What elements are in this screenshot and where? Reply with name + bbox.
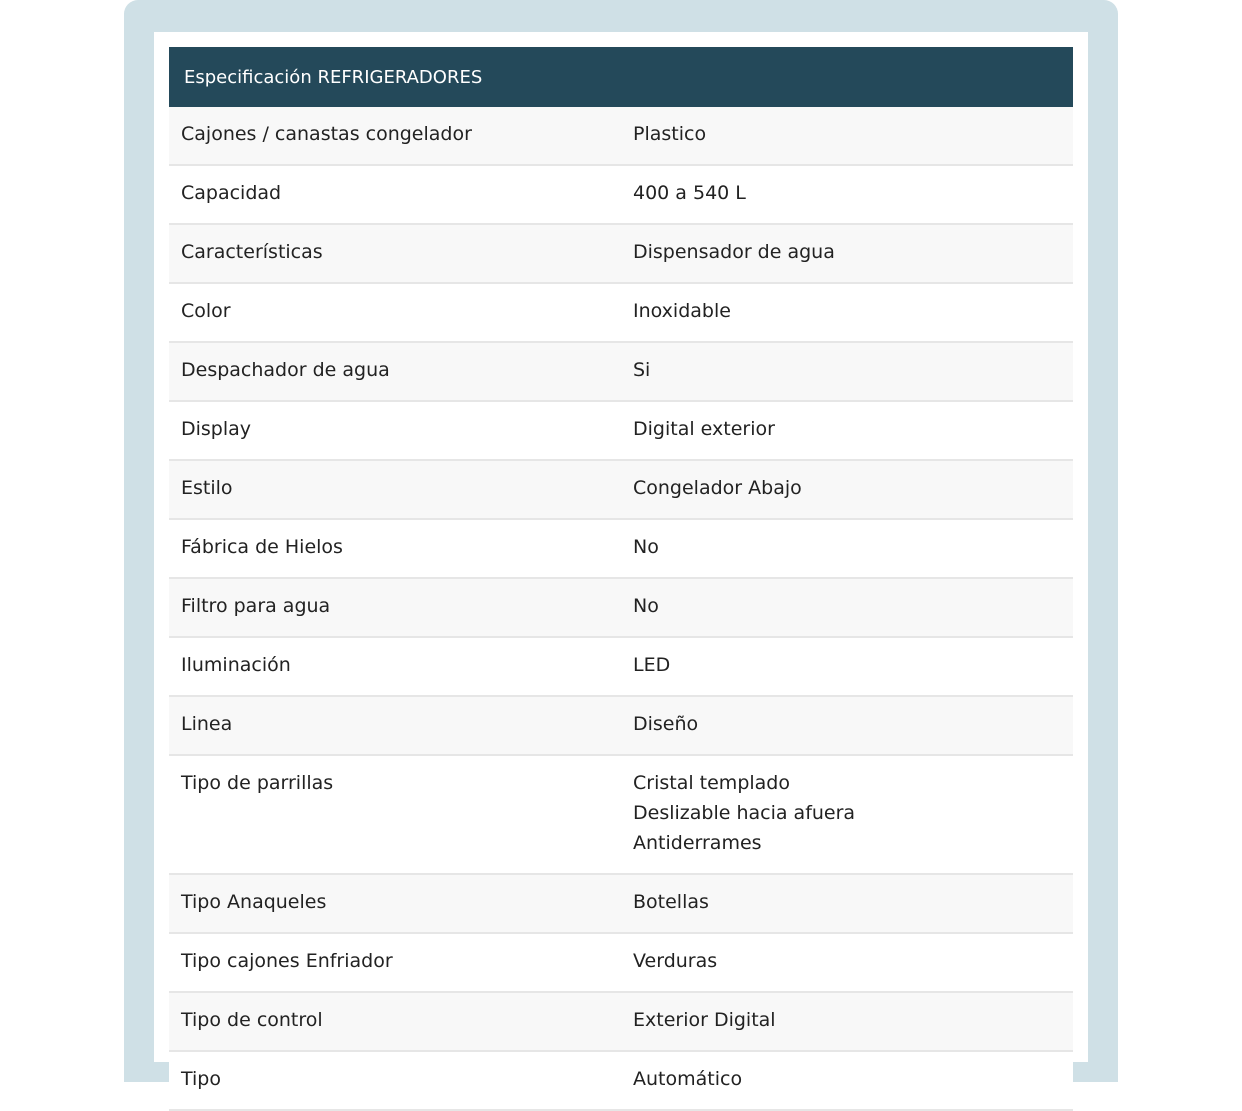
spec-label: Despachador de agua [181,359,390,381]
spec-value-line: Antiderrames [633,832,762,854]
spec-value [621,576,1073,636]
spec-value [621,635,1073,695]
spec-value-line: Congelador Abajo [633,477,802,499]
spec-value [621,104,1073,164]
spec-row [169,638,1073,697]
spec-value [621,694,1073,754]
spec-label: Cajones / canastas congelador [181,123,472,145]
spec-value-line: Exterior Digital [633,1009,776,1031]
spec-value [621,163,1073,223]
spec-row [169,993,1073,1052]
spec-row [169,756,1073,875]
spec-label: Fábrica de Hielos [181,536,343,558]
spec-label: Linea [181,713,233,735]
spec-row [169,697,1073,756]
spec-row [169,284,1073,343]
spec-row [169,343,1073,402]
spec-value-line: No [633,595,659,617]
spec-label: Estilo [181,477,233,499]
spec-label: Filtro para agua [181,595,331,617]
spec-label: Características [181,241,323,263]
spec-value [621,281,1073,341]
spec-value [621,990,1073,1050]
spec-value-line: Botellas [633,891,709,913]
spec-label: Capacidad [181,182,282,204]
spec-value-line: Inoxidable [633,300,731,322]
spec-label: Tipo Anaqueles [181,891,327,913]
spec-table-title: Especificación REFRIGERADORES [169,47,1073,107]
spec-value-line: Diseño [633,713,699,735]
spec-value-line: No [633,536,659,558]
spec-value [621,517,1073,577]
spec-value-line: Dispensador de agua [633,241,835,263]
spec-value-line: LED [633,654,671,676]
spec-value-line: Si [633,359,651,381]
spec-value-line: Verduras [633,950,718,972]
spec-label: Tipo [181,1068,221,1090]
spec-row [169,402,1073,461]
spec-row [169,107,1073,166]
spec-value [621,340,1073,400]
spec-value [621,399,1073,459]
spec-value-line: Cristal templado [633,772,790,794]
spec-table [169,47,1073,1111]
spec-row [169,934,1073,993]
spec-row [169,875,1073,934]
spec-value-line: Digital exterior [633,418,775,440]
spec-value-line: Deslizable hacia afuera [633,802,856,824]
spec-value [621,872,1073,932]
spec-label: Iluminación [181,654,291,676]
spec-label: Display [181,418,252,440]
spec-value [621,931,1073,991]
spec-row [169,461,1073,520]
spec-label: Tipo de control [181,1009,323,1031]
spec-row [169,579,1073,638]
spec-value-line: Automático [633,1068,743,1090]
spec-row [169,520,1073,579]
spec-value [621,753,1073,873]
spec-row [169,225,1073,284]
spec-label: Tipo cajones Enfriador [181,950,393,972]
spec-value [621,1049,1073,1109]
spec-card [154,32,1088,1090]
spec-label: Tipo de parrillas [181,772,334,794]
spec-value [621,222,1073,282]
spec-label: Color [181,300,231,322]
spec-row [169,166,1073,225]
page-frame [124,0,1118,1090]
spec-rows [169,107,1073,1111]
spec-value-line: Plastico [633,123,707,145]
spec-value-line: 400 a 540 L [633,182,746,204]
spec-value [621,458,1073,518]
